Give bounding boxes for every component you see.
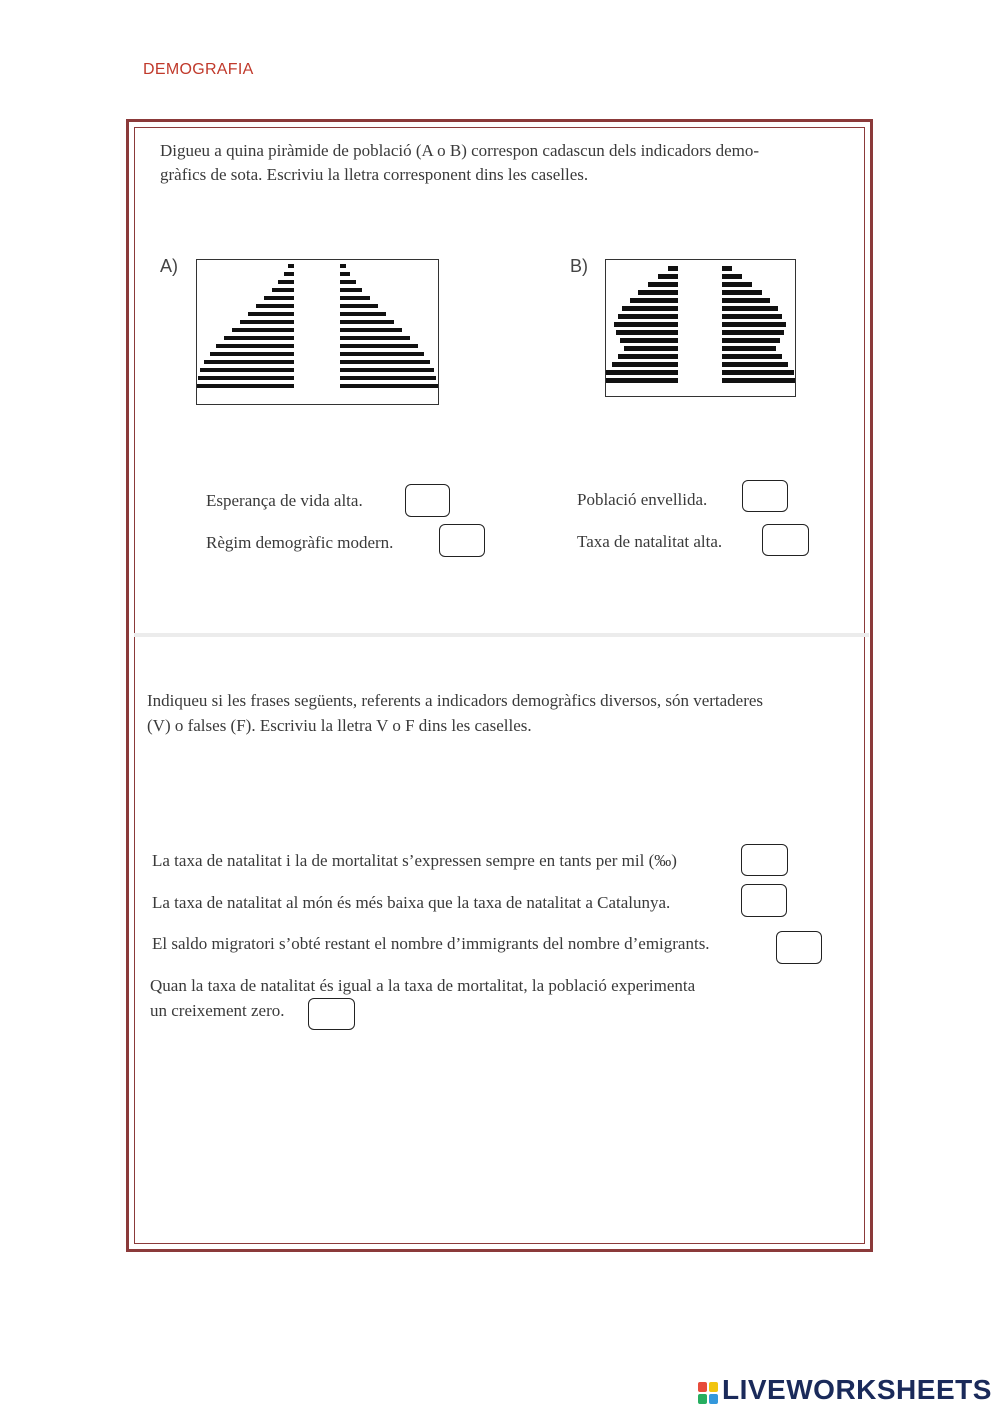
- pyramid-b-bar-male-13: [612, 362, 678, 367]
- pyramid-a-bar-female-6: [340, 304, 378, 308]
- pyramid-b-bar-female-15: [722, 378, 795, 383]
- pyramid-a-bar-male-4: [272, 288, 294, 292]
- liveworksheets-logo-icon: [698, 1382, 720, 1406]
- pyramid-b-bar-female-14: [722, 370, 794, 375]
- answer-box-statement-3[interactable]: [776, 931, 822, 964]
- answer-box-natalitat[interactable]: [762, 524, 809, 556]
- statement-3: El saldo migratori s’obté restant el nombre d’immigrants del nombre d’emigrants.: [152, 934, 710, 953]
- pyramid-b-bar-male-3: [648, 282, 678, 287]
- pyramid-b: [605, 259, 796, 397]
- pyramid-a-bar-female-10: [340, 336, 410, 340]
- answer-box-esperanca[interactable]: [405, 484, 450, 517]
- pyramid-a: [196, 259, 439, 405]
- pyramid-a-bar-male-14: [200, 368, 294, 372]
- pyramid-a-bar-female-9: [340, 328, 402, 332]
- pyramid-b-bar-male-4: [638, 290, 678, 295]
- pyramid-a-bar-male-5: [264, 296, 294, 300]
- pyramid-a-bar-male-3: [278, 280, 294, 284]
- pyramid-b-bar-female-1: [722, 266, 732, 271]
- pyramid-b-bar-female-11: [722, 346, 776, 351]
- pyramid-b-bar-male-2: [658, 274, 678, 279]
- exercise1-instruction-line1: Digueu a quina piràmide de població (A o B) correspon cadascun dels indicadors demo-: [160, 141, 760, 160]
- pyramid-a-bar-male-11: [216, 344, 294, 348]
- pyramid-a-bar-female-12: [340, 352, 424, 356]
- answer-box-poblacio[interactable]: [742, 480, 788, 512]
- pyramid-a-chart: [197, 260, 438, 404]
- section-divider: [134, 633, 869, 637]
- pyramid-a-bar-male-8: [240, 320, 294, 324]
- pyramid-b-bar-female-4: [722, 290, 762, 295]
- pyramid-a-bar-male-10: [224, 336, 294, 340]
- answer-box-statement-2[interactable]: [741, 884, 787, 917]
- answer-box-statement-4[interactable]: [308, 998, 355, 1030]
- pyramid-b-bar-female-9: [722, 330, 784, 335]
- pyramid-a-label: A): [160, 256, 178, 276]
- pyramid-b-bar-female-2: [722, 274, 742, 279]
- pyramid-a-bar-male-2: [284, 272, 294, 276]
- statement-2: La taxa de natalitat al món és més baixa que la taxa de natalitat a Catalunya.: [152, 893, 671, 912]
- pyramid-a-bar-female-5: [340, 296, 370, 300]
- pyramid-a-bar-female-8: [340, 320, 394, 324]
- pyramid-a-bar-male-13: [204, 360, 294, 364]
- pyramid-b-bar-female-12: [722, 354, 782, 359]
- pyramid-a-bar-female-13: [340, 360, 430, 364]
- exercise2-instruction-line2: (V) o falses (F). Escriviu la lletra V o F dins les caselles.: [147, 716, 532, 735]
- pyramid-b-bar-male-10: [620, 338, 678, 343]
- statement-4: Quan la taxa de natalitat és igual a la taxa de mortalitat, la població experimenta: [150, 976, 696, 995]
- item-label-4: Taxa de natalitat alta.: [577, 532, 723, 551]
- pyramid-b-bar-female-7: [722, 314, 782, 319]
- pyramid-a-bar-female-11: [340, 344, 418, 348]
- pyramid-b-bar-female-6: [722, 306, 778, 311]
- pyramid-b-bar-male-1: [668, 266, 678, 271]
- pyramid-b-bar-male-6: [622, 306, 678, 311]
- pyramid-a-bar-male-16: [197, 384, 294, 388]
- statement-1: La taxa de natalitat i la de mortalitat s’expressen sempre en tants per mil (‰): [152, 851, 677, 870]
- pyramid-b-bar-female-13: [722, 362, 788, 367]
- pyramid-a-bar-female-3: [340, 280, 356, 284]
- pyramid-a-bar-male-9: [232, 328, 294, 332]
- pyramid-a-bar-female-15: [340, 376, 436, 380]
- item-label-3: Població envellida.: [577, 490, 708, 509]
- pyramid-a-bar-female-4: [340, 288, 362, 292]
- pyramid-a-bar-male-12: [210, 352, 294, 356]
- pyramid-b-chart: [606, 260, 795, 396]
- pyramid-a-bar-male-6: [256, 304, 294, 308]
- exercise2-instruction-line1: Indiqueu si les frases següents, referents a indicadors demogràfics diversos, són vertaderes: [147, 691, 764, 710]
- pyramid-b-bar-male-7: [618, 314, 678, 319]
- pyramid-b-bar-male-15: [606, 378, 678, 383]
- pyramid-a-bar-female-2: [340, 272, 350, 276]
- pyramid-a-bar-male-1: [288, 264, 294, 268]
- pyramid-b-bar-male-14: [606, 370, 678, 375]
- pyramid-b-bar-female-5: [722, 298, 770, 303]
- pyramid-b-bar-male-9: [616, 330, 678, 335]
- item-label-2: Règim demogràfic modern.: [206, 533, 394, 552]
- statement-4-line2: un creixement zero.: [150, 1001, 285, 1020]
- pyramid-b-bar-female-3: [722, 282, 752, 287]
- pyramid-a-bar-female-7: [340, 312, 386, 316]
- pyramid-b-bar-male-5: [630, 298, 678, 303]
- pyramid-a-bar-female-16: [340, 384, 438, 388]
- pyramid-b-bar-male-11: [624, 346, 678, 351]
- pyramid-a-bar-male-7: [248, 312, 294, 316]
- item-label-1: Esperança de vida alta.: [206, 491, 363, 510]
- pyramid-b-bar-male-12: [618, 354, 678, 359]
- liveworksheets-brand: LIVEWORKSHEETS: [722, 1374, 992, 1405]
- pyramid-a-bar-female-1: [340, 264, 346, 268]
- pyramid-b-bar-female-10: [722, 338, 780, 343]
- pyramid-b-bar-female-8: [722, 322, 786, 327]
- answer-box-statement-1[interactable]: [741, 844, 788, 876]
- pyramid-b-bar-male-8: [614, 322, 678, 327]
- page-title: DEMOGRAFIA: [143, 61, 254, 78]
- exercise1-instruction-line2: gràfics de sota. Escriviu la lletra corresponent dins les caselles.: [160, 165, 589, 184]
- pyramid-b-label: B): [570, 256, 588, 276]
- pyramid-a-bar-male-15: [198, 376, 294, 380]
- pyramid-a-bar-female-14: [340, 368, 434, 372]
- answer-box-regim[interactable]: [439, 524, 485, 557]
